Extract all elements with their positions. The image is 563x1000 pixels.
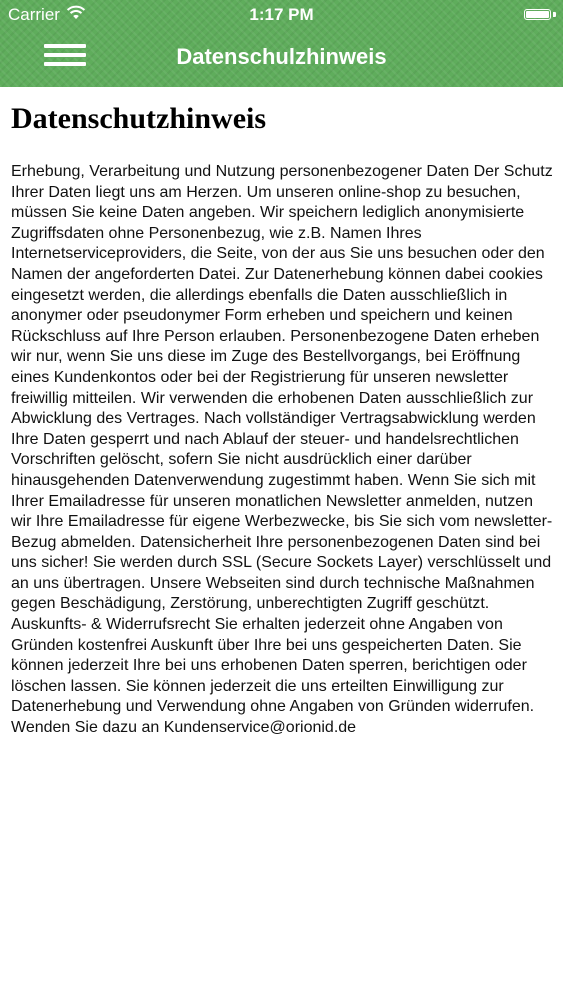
battery-tip [553,12,556,17]
nav-title: Datenschulzhinweis [176,44,387,69]
carrier-label: Carrier [8,5,60,24]
top-bar [0,0,563,87]
page-title: Datenschutzhinweis [11,102,267,135]
battery-icon [524,9,551,20]
navigation-bar [0,30,563,87]
privacy-body-text: Erhebung, Verarbeitung und Nutzung personenbezogener Daten Der Schutz Ihrer Daten liegt uns am Herzen. Um unseren online-shop zu besuchen, müssen Sie keine Daten angeben. Wir speichern lediglich anonymisierte Zugriffsdaten ohne Personenbezug, wie z.B. Namen Ihres Internetserviceproviders, die Seite, von der aus Sie uns besuchen oder den Namen der angeforderten Datei. Zur Datenerhebung können dabei cookies eingesetzt werden, die allerdings ebenfalls die Daten ausschließlich in anonymer oder pseudonymer Form erheben und speichern und keinen Rückschluss auf Ihre Person erlauben. Personenbezogene Daten erheben wir nur, wenn Sie uns diese im Zuge des Bestellvorgangs, bei Eröffnung eines Kundenkontos oder bei der Registrierung für unseren newsletter freiwillig mitteilen. Wir verwenden die erhobenen Daten ausschließlich zur Abwicklung des Vertrages. Nach vollständiger Vertragsabwicklung werden Ihre Daten gesperrt und nach Ablauf der steuer- und handelsrechtlichen Vorschriften gelöscht, sofern Sie nicht ausdrücklich einer darüber hinausgehenden Datenverwendung zugestimmt haben. Wenn Sie sich mit Ihrer Emailadresse für unseren monatlichen Newsletter anmelden, nutzen wir Ihre Emailadresse für eigene Werbezwecke, bis Sie sich vom newsletter-Bezug abmelden. Datensicherheit Ihre personenbezogenen Daten sind bei uns sicher! Sie werden durch SSL (Secure Sockets Layer) verschlüsselt und an uns übertragen. Unsere Webseiten sind durch technische Maßnahmen gegen Beschädigung, Zerstörung, unberechtigten Zugriff geschützt. Auskunfts- & Widerrufsrecht Sie erhalten jederzeit ohne Angaben von Gründen kostenfrei Auskunft über Ihre bei uns gespeicherten Daten. Sie können jederzeit Ihre bei uns erhobenen Daten sperren, berichtigen oder löschen lassen. Sie können jederzeit die uns erteilten Einwilligung zur Datenerhebung und Verwendung ohne Angaben von Gründen widerrufen. Wenden Sie dazu an Kundenservice@orionid.de [11,163,553,737]
status-time: 1:17 PM [249,5,314,24]
status-bar [0,0,563,30]
privacy-content [11,100,553,739]
